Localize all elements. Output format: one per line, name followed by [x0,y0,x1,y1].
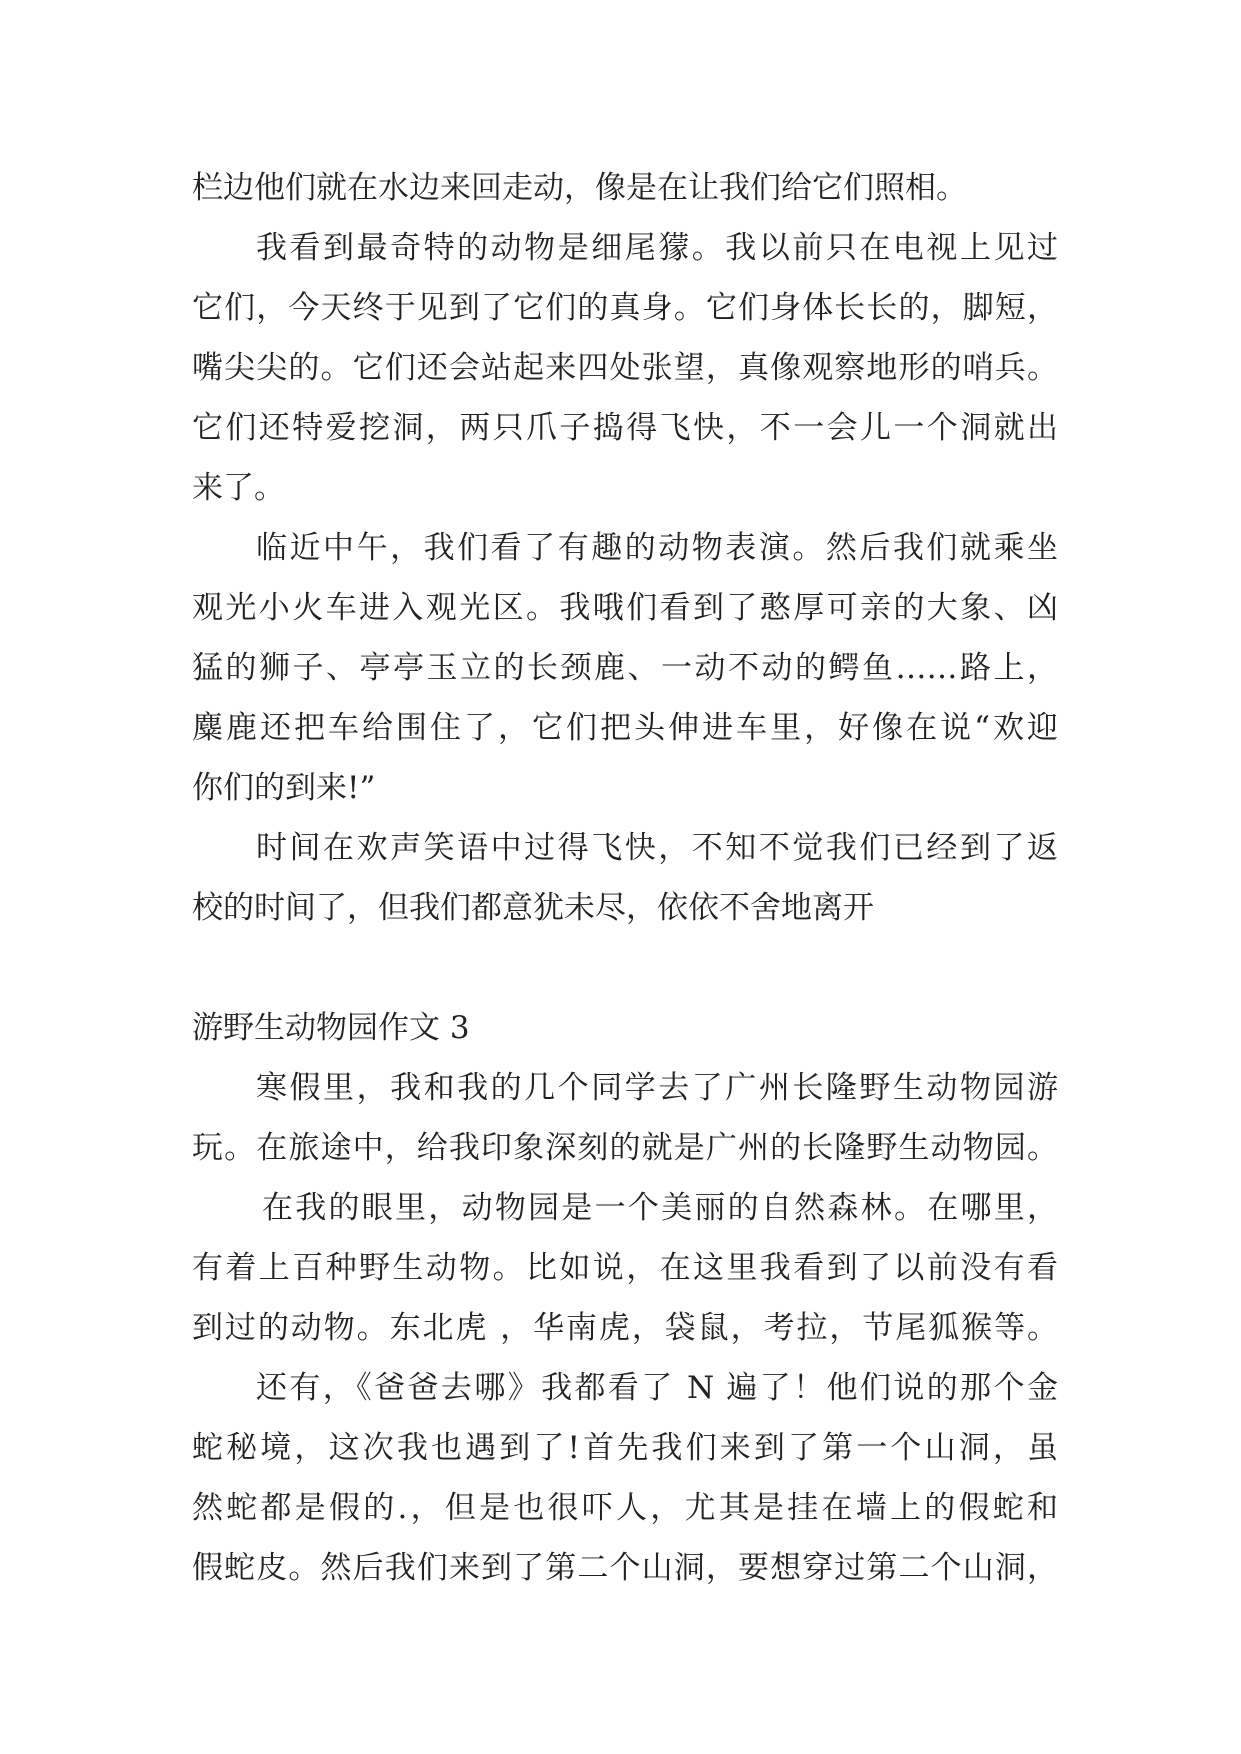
text-line: 它们还特爱挖洞，两只爪子捣得飞快，不一会儿一个洞就出 [192,410,1058,446]
paragraph [192,1178,1058,1358]
text-line: 猛的狮子、亭亭玉立的长颈鹿、一动不动的鳄鱼……路上， [192,650,1058,686]
text-line: 它们，今天终于见到了它们的真身。它们身体长长的，脚短， [192,290,1058,326]
text-line: 时间在欢声笑语中过得飞快，不知不觉我们已经到了返 [256,830,1058,866]
text-line: 还有，《爸爸去哪》我都看了 N 遍了！他们说的那个金 [256,1370,1058,1406]
text-line: 然蛇都是假的.，但是也很吓人，尤其是挂在墙上的假蛇和 [192,1490,1058,1526]
text-line: 到过的动物。东北虎 ，华南虎，袋鼠，考拉，节尾狐猴等。 [192,1310,1058,1346]
paragraph [192,518,1058,818]
text-line: 你们的到来!” [192,770,376,806]
text-line: 临近中午，我们看了有趣的动物表演。然后我们就乘坐 [256,530,1058,566]
text-line: 有着上百种野生动物。比如说，在这里我看到了以前没有看 [192,1250,1058,1286]
text-line: 来了。 [192,470,285,506]
paragraph [192,818,1058,938]
section-title: 游野生动物园作文 3 [192,1010,470,1046]
text-line: 观光小火车进入观光区。我哦们看到了憨厚可亲的大象、凶 [192,590,1058,626]
text-line: 我看到最奇特的动物是细尾獴。我以前只在电视上见过 [256,230,1058,266]
text-line: 在我的眼里，动物园是一个美丽的自然森林。在哪里， [262,1190,1058,1226]
text-line: 校的时间了，但我们都意犹未尽，依依不舍地离开 [192,890,874,926]
paragraph [192,1058,1058,1178]
text-line: 寒假里，我和我的几个同学去了广州长隆野生动物园游 [256,1070,1058,1106]
text-line: 栏边他们就在水边来回走动，像是在让我们给它们照相。 [192,170,967,206]
text-line: 蛇秘境，这次我也遇到了!首先我们来到了第一个山洞，虽 [192,1430,1058,1466]
paragraph [192,1358,1058,1598]
text-line: 麋鹿还把车给围住了，它们把头伸进车里，好像在说“欢迎 [192,710,1058,746]
text-line: 嘴尖尖的。它们还会站起来四处张望，真像观察地形的哨兵。 [192,350,1058,386]
text-line: 假蛇皮。然后我们来到了第二个山洞，要想穿过第二个山洞， [192,1550,1058,1586]
paragraph [192,218,1058,518]
blank-line [192,938,1058,998]
document-body [192,158,1058,1598]
paragraph [192,158,1058,218]
text-line: 玩。在旅途中，给我印象深刻的就是广州的长隆野生动物园。 [192,1130,1058,1166]
